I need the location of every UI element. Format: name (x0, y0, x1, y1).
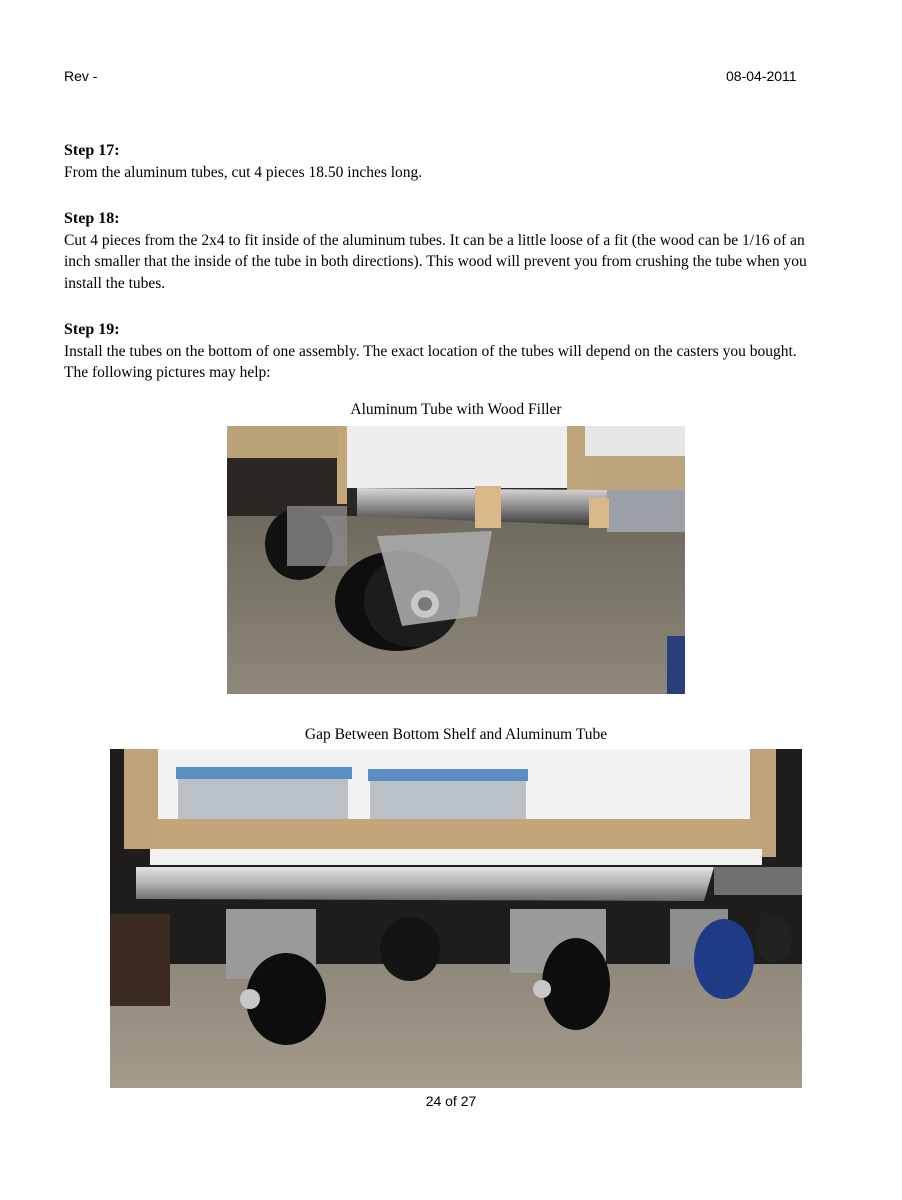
photo-gap-bottom-shelf-aluminum-tube (110, 749, 802, 1088)
figure-1-caption: Aluminum Tube with Wood Filler (350, 401, 562, 418)
step-18-line-1: Cut 4 pieces from the 2x4 to fit inside of the aluminum tubes. It can be a little loose of a fit (the wood can be 1/16 of an (64, 231, 805, 249)
document-body (64, 140, 844, 384)
page-number: 24 of 27 (425, 1093, 477, 1109)
photo-aluminum-tube-wood-filler (227, 426, 685, 694)
step-17-text: From the aluminum tubes, cut 4 pieces 18.50 inches long. (64, 163, 423, 181)
step-18-line-3: install the tubes. (64, 274, 166, 292)
step-19-line-1: Install the tubes on the bottom of one assembly. The exact location of the tubes will depend on the casters you bought. (64, 342, 797, 360)
step-18-line-2: inch smaller that the inside of the tube in both directions). This wood will prevent you from crushing the tube when you (64, 253, 807, 270)
step-19-title: Step 19: (64, 321, 120, 338)
step-17-title: Step 17: (64, 142, 120, 159)
header-revision: Rev - (64, 68, 98, 84)
header-date: 08-04-2011 (726, 68, 797, 84)
figure-2-caption: Gap Between Bottom Shelf and Aluminum Tube (304, 726, 608, 743)
step-19-line-2: The following pictures may help: (64, 364, 271, 381)
step-18-title: Step 18: (64, 210, 120, 227)
